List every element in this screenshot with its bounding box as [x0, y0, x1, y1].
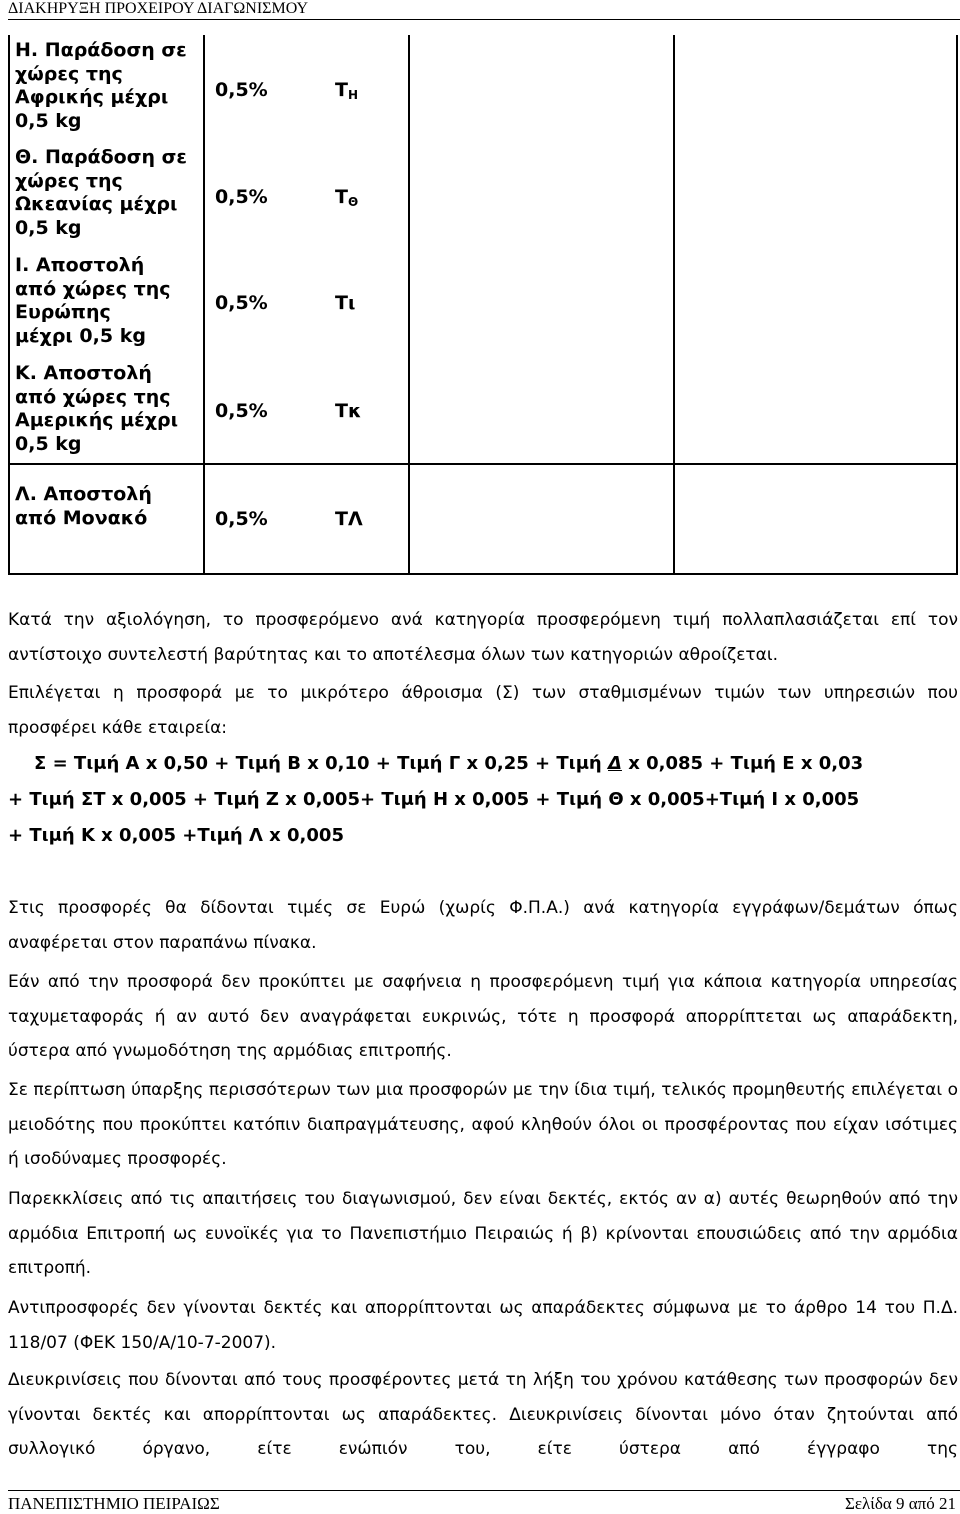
table-row-label: Λ. Αποστολή από Μονακό	[15, 483, 152, 529]
table-row-rate: 0,5%	[215, 508, 268, 530]
footer-institution: ΠΑΝΕΠΙΣΤΗΜΙΟ ΠΕΙΡΑΙΩΣ	[8, 1494, 220, 1513]
table-row-label: Κ. Αποστολή από χώρες της Αμερικής μέχρι 0,5 kg	[15, 362, 178, 455]
header-rule	[8, 19, 960, 20]
table-row-code: Τι	[335, 292, 356, 314]
paragraph-counteroffers: Αντιπροσφορές δεν γίνονται δεκτές και απορρίπτονται ως απαράδεκτες σύμφωνα με το άρθρο 14 του Π.Δ. 118/07 (ΦΕΚ 150/Α/10-7-2007).	[8, 1298, 958, 1353]
table-border-col1	[203, 35, 205, 575]
table-row-rate: 0,5%	[215, 186, 268, 208]
rates-table	[8, 35, 960, 575]
table-border-col2	[408, 35, 410, 575]
footer-page-number: Σελίδα 9 από 21	[844, 1494, 956, 1513]
paragraph-clarifications: Διευκρινίσεις που δίνονται από τους προσφέροντες μετά τη λήξη του χρόνου κατάθεσης των προσφορών δεν γίνονται δεκτές και απορρίπτονται ως απαράδεκτες. Διευκρινίσεις δίνονται μόνο όταν ζητούνται από συλλογικό όργανο, είτε ενώπιόν του, είτε ύστερα από έγγραφο της	[8, 1370, 958, 1459]
table-row-code: Τκ	[335, 400, 362, 422]
table-row-separator	[8, 463, 958, 465]
formula-line-2: + Τιμή ΣΤ x 0,005 + Τιμή Ζ x 0,005+ Τιμή Η x 0,005 + Τιμή Θ x 0,005+Τιμή Ι x 0,005	[8, 789, 860, 810]
paragraph-tie: Σε περίπτωση ύπαρξης περισσότερων των μια προσφορών με την ίδια τιμή, τελικός προμηθευτής επιλέγεται ο μειοδότης που προκύπτει κατόπιν διαπραγμάτευσης, αφού κληθούν όλοι οι προσφέροντας που είχαν ισότιμες ή ισοδύναμες προσφορές.	[8, 1080, 958, 1169]
table-row-code: ΤΛ	[335, 508, 363, 530]
table-row-rate: 0,5%	[215, 400, 268, 422]
table-row-rate: 0,5%	[215, 79, 268, 101]
table-row-code: $T_\Theta$	[335, 186, 359, 209]
table-row-label: Η. Παράδοση σε χώρες της Αφρικής μέχρι 0,5 kg	[15, 39, 187, 132]
page-header: ΔΙΑΚΗΡΥΞΗ ΠΡΟΧΕΙΡΟΥ ΔΙΑΓΩΝΙΣΜΟΥ	[8, 0, 309, 17]
footer-rule	[8, 1490, 960, 1491]
table-row-label: Θ. Παράδοση σε χώρες της Ωκεανίας μέχρι 0,5 kg	[15, 146, 188, 239]
table-border-right	[956, 35, 958, 575]
paragraph-clarity: Εάν από την προσφορά δεν προκύπτει με σαφήνεια η προσφερόμενη τιμή για κάποια κατηγορία υπηρεσίας ταχυμεταφοράς ή αν αυτό δεν αναγράφεται ευκρινώς, τότε η προσφορά απορρίπτεται ως απαράδεκτη, ύστερα από γνωμοδότηση της αρμόδιας επιτροπής.	[8, 972, 958, 1061]
table-border-left	[8, 35, 10, 575]
table-row-rate: 0,5%	[215, 292, 268, 314]
paragraph-prices: Στις προσφορές θα δίδονται τιμές σε Ευρώ (χωρίς Φ.Π.Α.) ανά κατηγορία εγγράφων/δεμάτων όπως αναφέρεται στον παραπάνω πίνακα.	[8, 898, 958, 953]
paragraph-evaluation: Κατά την αξιολόγηση, το προσφερόμενο ανά κατηγορία προσφερόμενη τιμή πολλαπλασιάζεται επί τον αντίστοιχο συντελεστή βαρύτητας και το αποτέλεσμα όλων των κατηγοριών αθροίζεται.	[8, 610, 958, 665]
paragraph-deviations: Παρεκκλίσεις από τις απαιτήσεις του διαγωνισμού, δεν είναι δεκτές, εκτός αν α) αυτές θεωρηθούν από την αρμόδια Επιτροπή ως ευνοϊκές για το Πανεπιστήμιο Πειραιώς ή β) κρίνονται επουσιώδεις από την αρμόδια επιτροπή.	[8, 1189, 958, 1278]
table-row-label: Ι. Αποστολή από χώρες της Ευρώπης μέχρι 0,5 kg	[15, 254, 171, 347]
table-row-code: $T_H$	[335, 79, 359, 102]
formula-line-1: Σ = Τιμή Α x 0,50 + Τιμή Β x 0,10 + Τιμή Γ x 0,25 + Τιμή Δ x 0,085 + Τιμή Ε x 0,03	[34, 753, 864, 774]
paragraph-selection: Επιλέγεται η προσφορά με το μικρότερο άθροισμα (Σ) των σταθμισμένων τιμών των υπηρεσιών που προσφέρει κάθε εταιρεία:	[8, 683, 958, 738]
formula-line-3: + Τιμή Κ x 0,005 +Τιμή Λ x 0,005	[8, 825, 344, 846]
table-border-bottom	[8, 573, 958, 575]
table-border-col3	[673, 35, 675, 575]
